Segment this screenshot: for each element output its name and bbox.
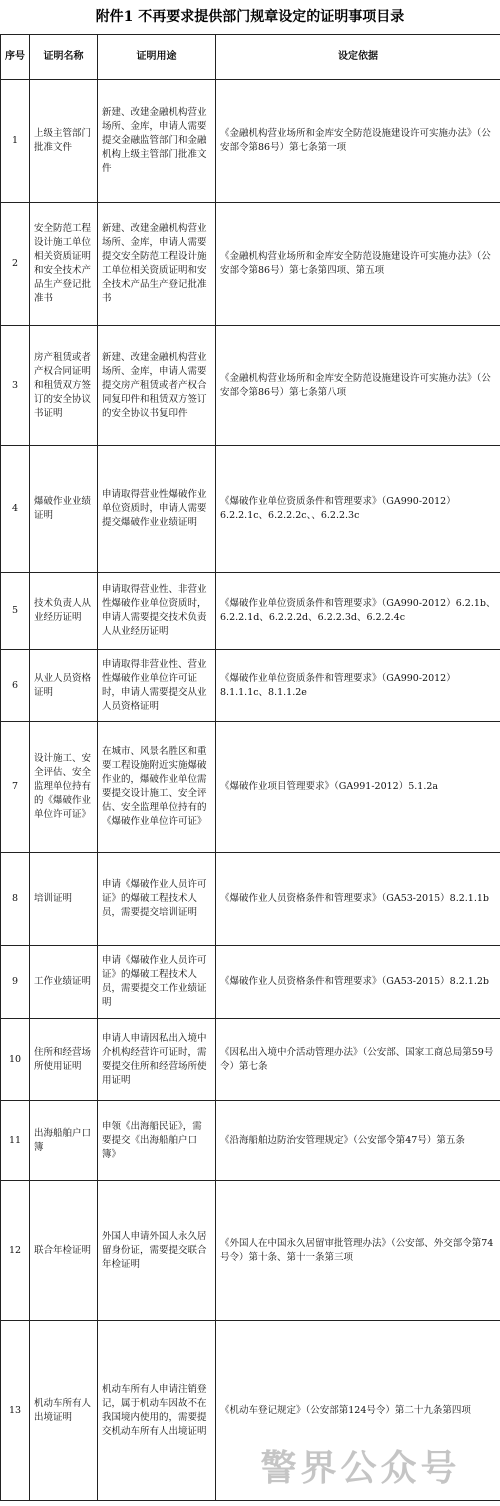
row-name: 爆破作业业绩证明: [30, 446, 98, 573]
table-row: [1, 1019, 500, 1101]
row-use: 申请取得非营业性、营业性爆破作业单位许可证时，申请人需要提交从业人员资格证明: [98, 650, 216, 722]
row-basis: 《金融机构营业场所和金库安全防范设施建设许可实施办法》（公安部令第86号）第七条第四项、第五项: [216, 203, 500, 326]
table-row: [1, 80, 500, 203]
row-name: 机动车所有人出境证明: [30, 1321, 98, 1501]
row-basis: 《爆破作业单位资质条件和管理要求》（GA990-2012）6.2.2.1c、6.2.2.2c、、6.2.2.3c: [216, 446, 500, 573]
table-row: [1, 853, 500, 946]
row-use: 申领《出海船民证》，需要提交《出海船舶户口簿》: [98, 1101, 216, 1181]
row-no: 2: [1, 203, 30, 326]
table-header-row: [1, 35, 500, 80]
row-name: 出海船舶户口簿: [30, 1101, 98, 1181]
row-use: 新建、改建金融机构营业场所、金库，申请人需要提交房产租赁或者产权合同复印件和租赁双方签订的安全协议书复印件: [98, 326, 216, 446]
certificate-table: [0, 34, 500, 1501]
table-row: [1, 326, 500, 446]
row-basis: 《爆破作业项目管理要求》（GA991-2012）5.1.2a: [216, 722, 500, 853]
row-use: 申请取得营业性爆破作业单位资质时，申请人需要提交爆破作业业绩证明: [98, 446, 216, 573]
row-use: 新建、改建金融机构营业场所、金库，申请人需要提交金融监管部门和金融机构上级主管部门批准文件: [98, 80, 216, 203]
row-no: 12: [1, 1181, 30, 1321]
row-no: 7: [1, 722, 30, 853]
row-basis: 《金融机构营业场所和金库安全防范设施建设许可实施办法》（公安部令第86号）第七条第一项: [216, 80, 500, 203]
row-use: 申请《爆破作业人员许可证》的爆破工程技术人员，需要提交工作业绩证明: [98, 946, 216, 1019]
table-row: [1, 1101, 500, 1181]
row-basis: 《因私出入境中介活动管理办法》（公安部、国家工商总局第59号令）第七条: [216, 1019, 500, 1101]
row-no: 1: [1, 80, 30, 203]
document-title: 附件1 不再要求提供部门规章设定的证明事项目录: [95, 9, 405, 25]
row-name: 技术负责人从业经历证明: [30, 573, 98, 650]
row-no: 5: [1, 573, 30, 650]
row-name: 工作业绩证明: [30, 946, 98, 1019]
table-row: [1, 946, 500, 1019]
row-use: 申请《爆破作业人员许可证》的爆破工程技术人员，需要提交培训证明: [98, 853, 216, 946]
row-basis: 《爆破作业单位资质条件和管理要求》（GA990-2012）6.2.1b、6.2.2.1d、6.2.2.2d、6.2.2.3d、6.2.2.4c: [216, 573, 500, 650]
row-no: 10: [1, 1019, 30, 1101]
header-name: 证明名称: [30, 35, 98, 80]
row-name: 安全防范工程设计施工单位相关资质证明和安全技术产品生产登记批准书: [30, 203, 98, 326]
header-use: 证明用途: [98, 35, 216, 80]
row-use: 申请取得营业性、非营业性爆破作业单位资质时，申请人需要提交技术负责人从业经历证明: [98, 573, 216, 650]
table-row: [1, 1321, 500, 1501]
row-basis: 《爆破作业单位资质条件和管理要求》（GA990-2012）8.1.1.1c、8.1.1.2e: [216, 650, 500, 722]
row-use: 申请人申请因私出入境中介机构经营许可证时，需要提交住所和经营场所使用证明: [98, 1019, 216, 1101]
row-no: 4: [1, 446, 30, 573]
table-row: [1, 1181, 500, 1321]
watermark: 警界公众号: [260, 1448, 461, 1489]
row-no: 9: [1, 946, 30, 1019]
row-use: 机动车所有人申请注销登记，属于机动车因故不在我国境内使用的，需要提交机动车所有人出境证明: [98, 1321, 216, 1501]
row-no: 3: [1, 326, 30, 446]
header-basis: 设定依据: [216, 35, 500, 80]
row-basis: 《沿海船舶边防治安管理规定》（公安部令第47号）第五条: [216, 1101, 500, 1181]
row-use: 在城市、风景名胜区和重要工程设施附近实施爆破作业的，爆破作业单位需要提交设计施工、安全评估、安全监理单位持有的《爆破作业单位许可证》: [98, 722, 216, 853]
row-name: 上级主管部门批准文件: [30, 80, 98, 203]
table-row: [1, 722, 500, 853]
table-row: [1, 203, 500, 326]
row-basis: 《爆破作业人员资格条件和管理要求》（GA53-2015）8.2.1.2b: [216, 946, 500, 1019]
row-basis: 《外国人在中国永久居留审批管理办法》（公安部、外交部令第74号令）第十条、第十一条第三项: [216, 1181, 500, 1321]
table-row: [1, 650, 500, 722]
row-basis: 《机动车登记规定》（公安部第124号令）第二十九条第四项: [216, 1321, 500, 1501]
row-basis: 《金融机构营业场所和金库安全防范设施建设许可实施办法》（公安部令第86号）第七条第八项: [216, 326, 500, 446]
table-row: [1, 573, 500, 650]
row-name: 培训证明: [30, 853, 98, 946]
row-use: 外国人申请外国人永久居留身份证，需要提交联合年检证明: [98, 1181, 216, 1321]
row-name: 设计施工、安全评估、安全监理单位持有的《爆破作业单位许可证》: [30, 722, 98, 853]
row-basis: 《爆破作业人员资格条件和管理要求》（GA53-2015）8.2.1.1b: [216, 853, 500, 946]
row-no: 6: [1, 650, 30, 722]
row-name: 房产租赁或者产权合同证明和租赁双方签订的安全协议书证明: [30, 326, 98, 446]
row-name: 住所和经营场所使用证明: [30, 1019, 98, 1101]
row-no: 11: [1, 1101, 30, 1181]
row-name: 从业人员资格证明: [30, 650, 98, 722]
row-use: 新建、改建金融机构营业场所、金库，申请人需要提交安全防范工程设计施工单位相关资质证明和安全技术产品生产登记批准书: [98, 203, 216, 326]
row-no: 13: [1, 1321, 30, 1501]
table-row: [1, 446, 500, 573]
row-no: 8: [1, 853, 30, 946]
row-name: 联合年检证明: [30, 1181, 98, 1321]
header-no: 序号: [1, 35, 30, 80]
